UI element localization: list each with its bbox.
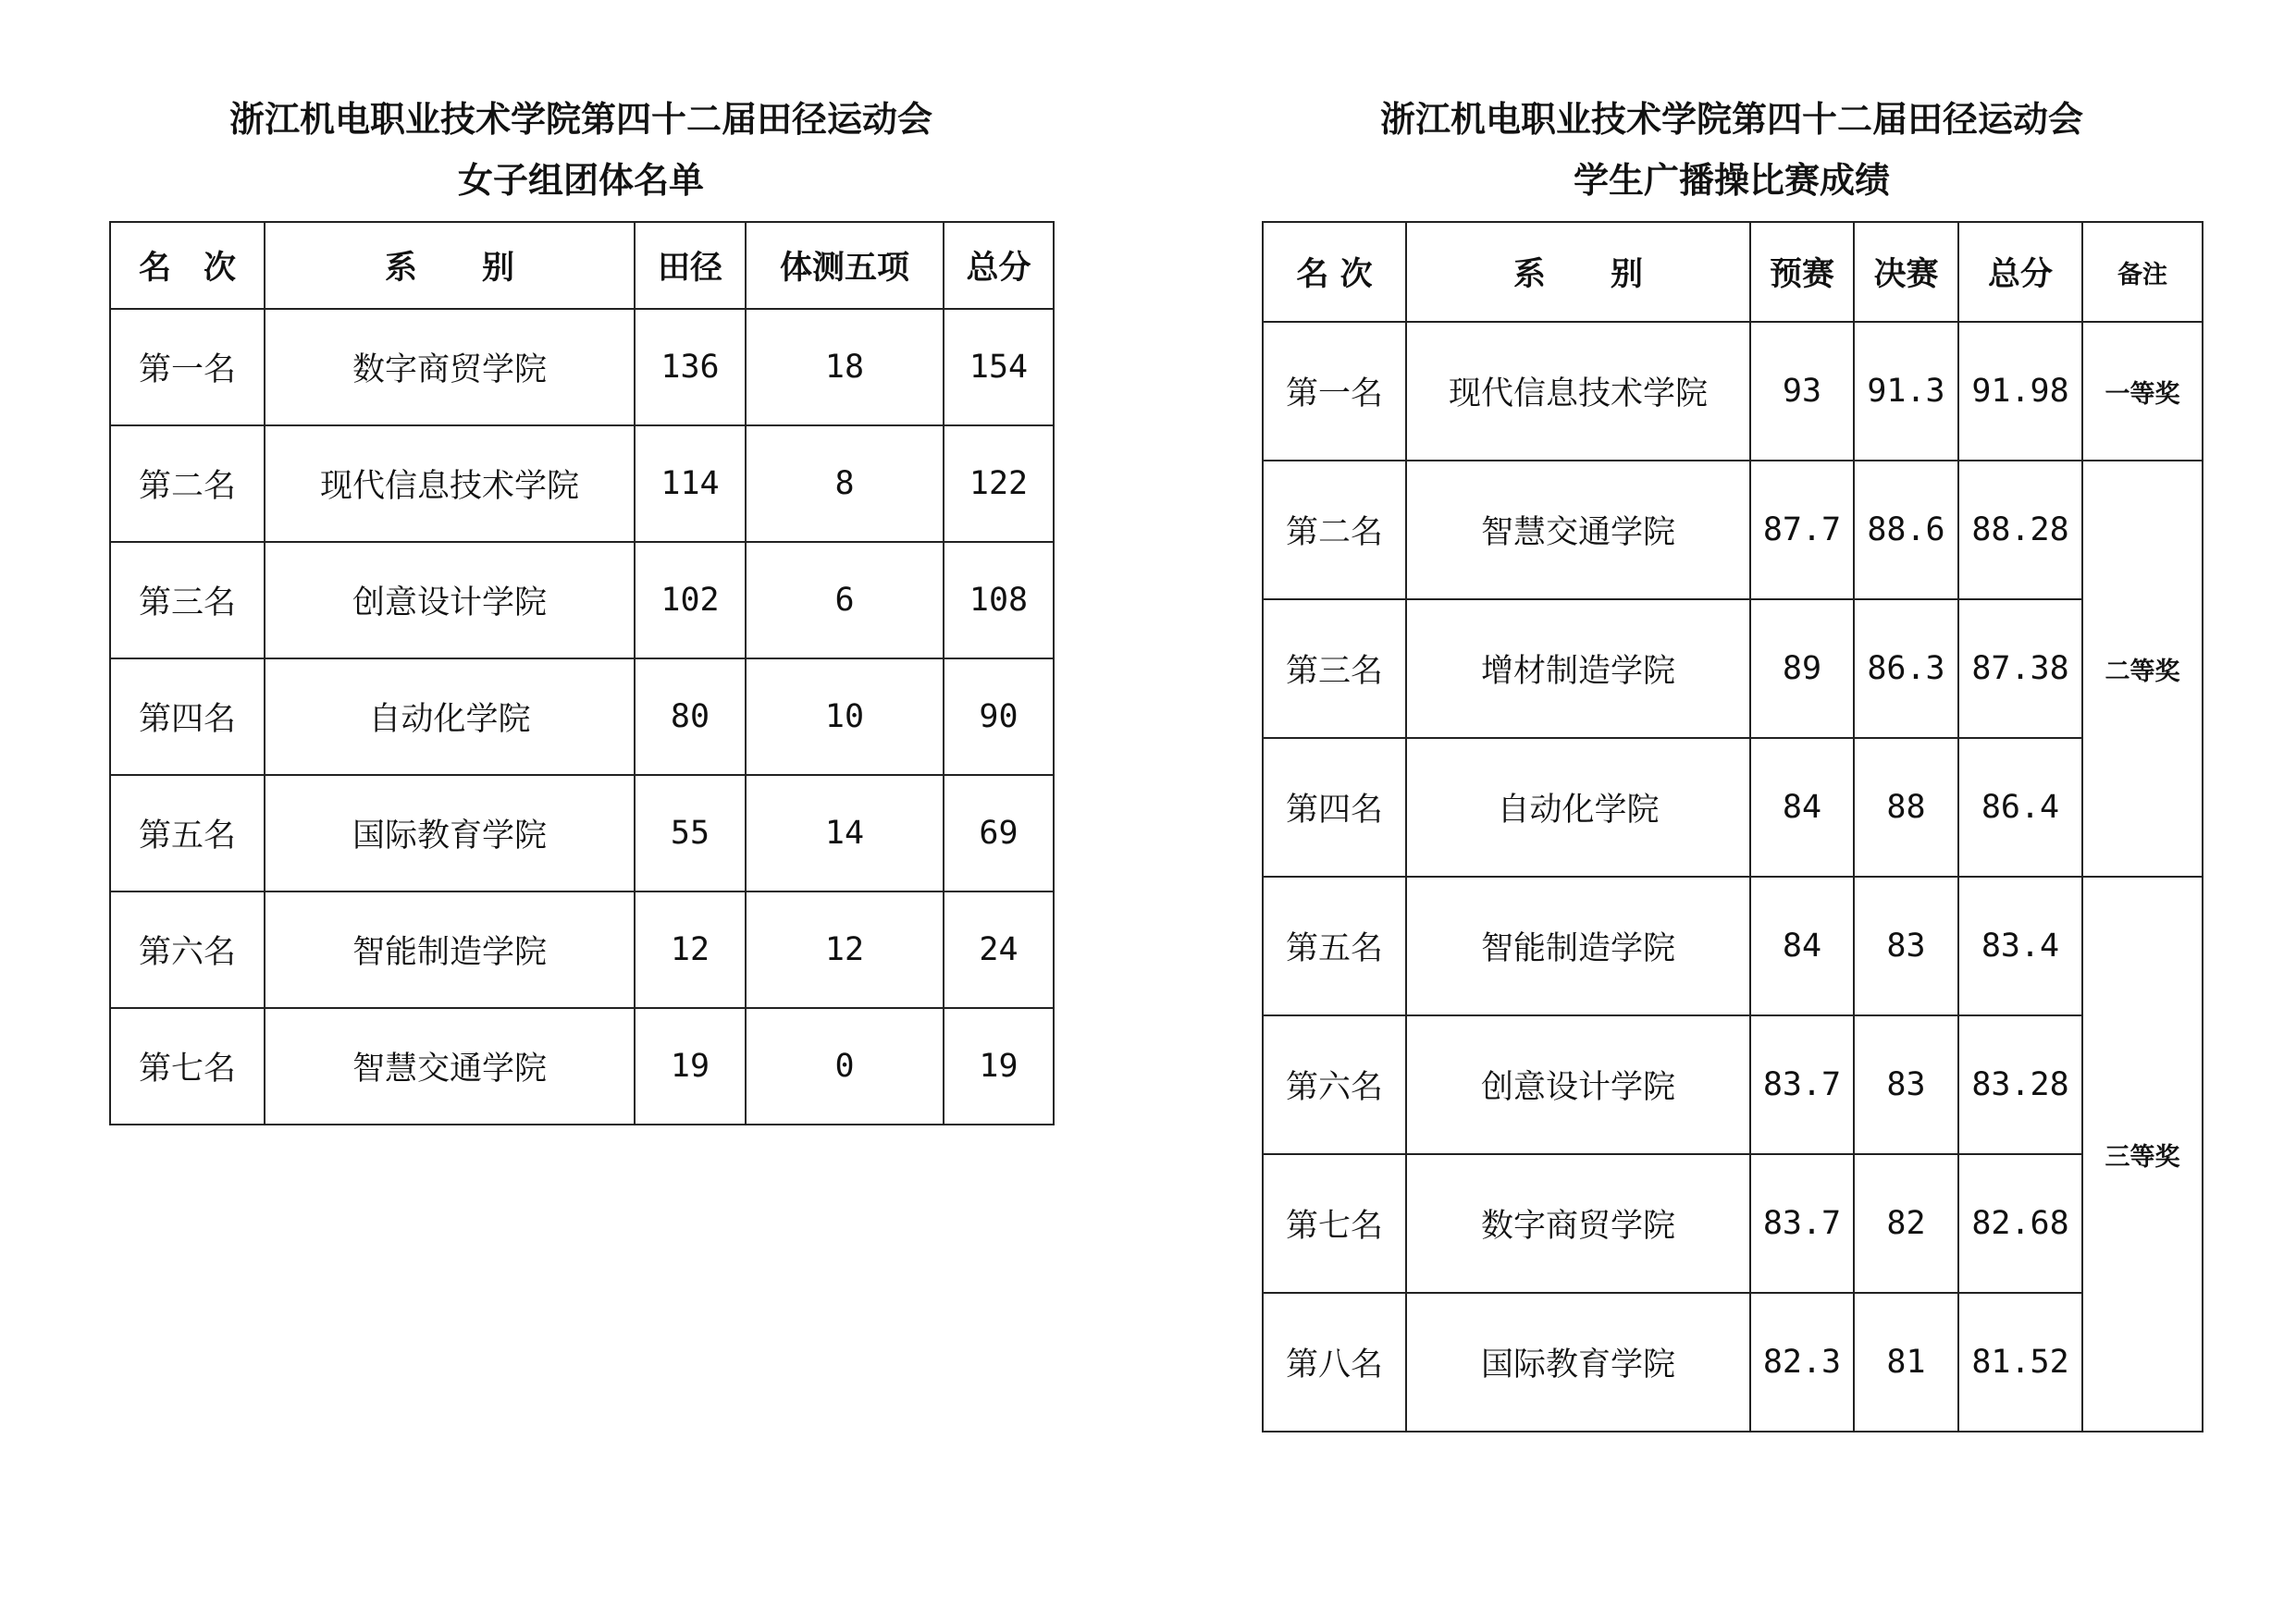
total-score-cell: 81.52	[1958, 1293, 2082, 1432]
department-cell: 自动化学院	[1406, 738, 1750, 877]
table-row	[1263, 1015, 2203, 1154]
track-score-cell: 102	[635, 542, 746, 658]
header-total: 总分	[944, 222, 1054, 309]
rank-cell: 第八名	[1263, 1293, 1406, 1432]
department-cell: 国际教育学院	[1406, 1293, 1750, 1432]
final-score-cell: 83	[1854, 877, 1958, 1015]
fitness-score-cell: 14	[746, 775, 944, 891]
department-cell: 现代信息技术学院	[265, 425, 635, 542]
award-third-cell: 三等奖	[2082, 877, 2203, 1432]
department-cell: 智能制造学院	[1406, 877, 1750, 1015]
total-score-cell: 83.28	[1958, 1015, 2082, 1154]
rank-cell: 第一名	[110, 309, 265, 425]
rank-cell: 第四名	[1263, 738, 1406, 877]
department-cell: 现代信息技术学院	[1406, 322, 1750, 461]
department-cell: 创意设计学院	[265, 542, 635, 658]
track-score-cell: 80	[635, 658, 746, 775]
header-track: 田径	[635, 222, 746, 309]
table-row	[110, 425, 1054, 542]
table-header-row	[1263, 222, 2203, 322]
department-cell: 智能制造学院	[265, 891, 635, 1008]
fitness-score-cell: 0	[746, 1008, 944, 1125]
rank-cell: 第七名	[110, 1008, 265, 1125]
rank-cell: 第七名	[1263, 1154, 1406, 1293]
table-row	[110, 891, 1054, 1008]
total-score-cell: 88.28	[1958, 461, 2082, 599]
header-rank: 名 次	[110, 222, 265, 309]
fitness-score-cell: 10	[746, 658, 944, 775]
final-score-cell: 88	[1854, 738, 1958, 877]
total-score-cell: 91.98	[1958, 322, 2082, 461]
department-cell: 智慧交通学院	[265, 1008, 635, 1125]
total-score-cell: 19	[944, 1008, 1054, 1125]
left-title-line1: 浙江机电职业技术学院第四十二届田径运动会	[228, 99, 932, 140]
rank-cell: 第二名	[1263, 461, 1406, 599]
header-prelim: 预赛	[1750, 222, 1854, 322]
prelim-score-cell: 83.7	[1750, 1015, 1854, 1154]
fitness-score-cell: 12	[746, 891, 944, 1008]
exercise-contest-table	[1262, 221, 2203, 1432]
prelim-score-cell: 84	[1750, 877, 1854, 1015]
total-score-cell: 154	[944, 309, 1054, 425]
table-row	[1263, 738, 2203, 877]
table-row	[1263, 877, 2203, 1015]
total-score-cell: 83.4	[1958, 877, 2082, 1015]
table-row	[1263, 322, 2203, 461]
track-score-cell: 114	[635, 425, 746, 542]
prelim-score-cell: 89	[1750, 599, 1854, 738]
rank-cell: 第六名	[1263, 1015, 1406, 1154]
left-title-line2: 女子组团体名单	[457, 160, 704, 201]
rank-cell: 第六名	[110, 891, 265, 1008]
header-remarks: 备注	[2082, 222, 2203, 322]
right-title-line2: 学生广播操比赛成绩	[1573, 160, 1890, 201]
department-cell: 创意设计学院	[1406, 1015, 1750, 1154]
header-final: 决赛	[1854, 222, 1958, 322]
total-score-cell: 82.68	[1958, 1154, 2082, 1293]
table-row	[1263, 1293, 2203, 1432]
table-row	[1263, 461, 2203, 599]
rank-cell: 第一名	[1263, 322, 1406, 461]
total-score-cell: 122	[944, 425, 1054, 542]
fitness-score-cell: 6	[746, 542, 944, 658]
department-cell: 数字商贸学院	[1406, 1154, 1750, 1293]
award-second-cell: 二等奖	[2082, 461, 2203, 877]
rank-cell: 第五名	[110, 775, 265, 891]
table-row	[110, 658, 1054, 775]
final-score-cell: 91.3	[1854, 322, 1958, 461]
table-row	[110, 1008, 1054, 1125]
prelim-score-cell: 93	[1750, 322, 1854, 461]
total-score-cell: 69	[944, 775, 1054, 891]
track-score-cell: 19	[635, 1008, 746, 1125]
table-header-row	[110, 222, 1054, 309]
header-department: 系 别	[265, 222, 635, 309]
total-score-cell: 86.4	[1958, 738, 2082, 877]
prelim-score-cell: 87.7	[1750, 461, 1854, 599]
final-score-cell: 82	[1854, 1154, 1958, 1293]
prelim-score-cell: 83.7	[1750, 1154, 1854, 1293]
final-score-cell: 88.6	[1854, 461, 1958, 599]
rank-cell: 第四名	[110, 658, 265, 775]
prelim-score-cell: 84	[1750, 738, 1854, 877]
department-cell: 智慧交通学院	[1406, 461, 1750, 599]
fitness-score-cell: 18	[746, 309, 944, 425]
table-row	[110, 309, 1054, 425]
final-score-cell: 86.3	[1854, 599, 1958, 738]
final-score-cell: 83	[1854, 1015, 1958, 1154]
header-department: 系 别	[1406, 222, 1750, 322]
total-score-cell: 108	[944, 542, 1054, 658]
award-first-cell: 一等奖	[2082, 322, 2203, 461]
header-fitness: 体测五项	[746, 222, 944, 309]
header-rank: 名 次	[1263, 222, 1406, 322]
track-score-cell: 12	[635, 891, 746, 1008]
track-score-cell: 136	[635, 309, 746, 425]
final-score-cell: 81	[1854, 1293, 1958, 1432]
department-cell: 国际教育学院	[265, 775, 635, 891]
total-score-cell: 90	[944, 658, 1054, 775]
department-cell: 自动化学院	[265, 658, 635, 775]
department-cell: 增材制造学院	[1406, 599, 1750, 738]
table-row	[1263, 1154, 2203, 1293]
department-cell: 数字商贸学院	[265, 309, 635, 425]
fitness-score-cell: 8	[746, 425, 944, 542]
table-row	[110, 542, 1054, 658]
rank-cell: 第三名	[110, 542, 265, 658]
women-team-table	[109, 221, 1055, 1125]
right-title-line1: 浙江机电职业技术学院第四十二届田径运动会	[1379, 99, 2083, 140]
rank-cell: 第五名	[1263, 877, 1406, 1015]
header-total: 总分	[1958, 222, 2082, 322]
track-score-cell: 55	[635, 775, 746, 891]
table-row	[1263, 599, 2203, 738]
rank-cell: 第二名	[110, 425, 265, 542]
table-row	[110, 775, 1054, 891]
total-score-cell: 87.38	[1958, 599, 2082, 738]
rank-cell: 第三名	[1263, 599, 1406, 738]
total-score-cell: 24	[944, 891, 1054, 1008]
prelim-score-cell: 82.3	[1750, 1293, 1854, 1432]
